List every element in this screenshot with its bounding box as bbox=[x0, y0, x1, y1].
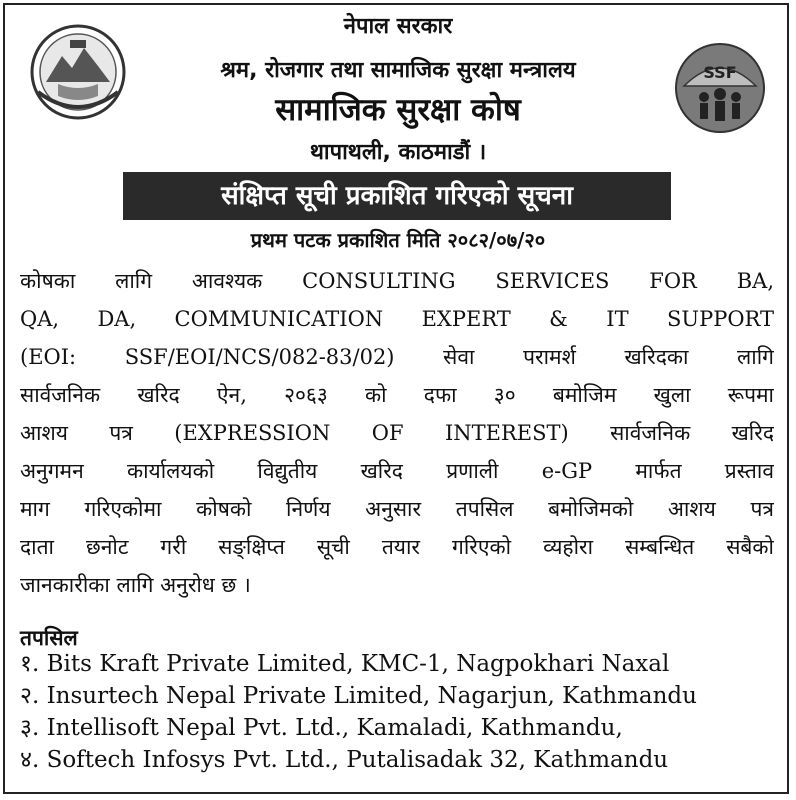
fund-name: सामाजिक सुरक्षा कोष bbox=[275, 92, 521, 128]
body-line: जानकारीका लागि अनुरोध छ । bbox=[20, 573, 251, 597]
notice-title: संक्षिप्त सूची प्रकाशित गरिएको सूचना bbox=[123, 172, 671, 220]
body-line: माग गरिएकोमा कोषको निर्णय अनुसार तपसिल बमोजिमको आशय पत्र bbox=[20, 497, 774, 521]
list-item: ३. Intellisoft Nepal Pvt. Ltd., Kamaladi, Kathmandu, bbox=[20, 715, 623, 741]
body-line: सार्वजनिक खरिद ऐन, २०६३ को दफा ३० बमोजिम खुला रूपमा bbox=[20, 383, 774, 407]
government-name: नेपाल सरकार bbox=[343, 14, 453, 39]
list-item: २. Insurtech Nepal Private Limited, Nagarjun, Kathmandu bbox=[20, 683, 697, 709]
list-item: १. Bits Kraft Private Limited, KMC-1, Nagpokhari Naxal bbox=[20, 651, 670, 677]
body-line: कोषका लागि आवश्यक CONSULTING SERVICES FOR BA, bbox=[20, 269, 774, 293]
shortlist bbox=[20, 648, 780, 776]
body-line: अनुगमन कार्यालयको विद्युतीय खरिद प्रणाली e-GP मार्फत प्रस्ताव bbox=[20, 459, 774, 483]
body-line: (EOI: SSF/EOI/NCS/082-83/02) सेवा परामर्श खरिदका लागि bbox=[20, 345, 774, 369]
body-line: QA, DA, COMMUNICATION EXPERT & IT SUPPORT bbox=[20, 307, 774, 331]
list-heading: तपसिल bbox=[20, 626, 78, 650]
publish-date: प्रथम पटक प्रकाशित मिति २०८२/०७/२० bbox=[250, 228, 546, 252]
ssf-logo-text: SSF bbox=[703, 63, 737, 82]
body-line: दाता छनोट गरी सङ्क्षिप्त सूची तयार गरिएको व्यहोरा सम्बन्धित सबैको bbox=[20, 535, 774, 559]
office-address: थापाथली, काठमाडौं । bbox=[309, 140, 487, 165]
body-line: आशय पत्र (EXPRESSION OF INTEREST) सार्वजनिक खरिद bbox=[20, 421, 774, 445]
ministry-name: श्रम, रोजगार तथा सामाजिक सुरक्षा मन्त्रालय bbox=[220, 58, 576, 83]
list-item: ४. Softech Infosys Pvt. Ltd., Putalisadak 32, Kathmandu bbox=[20, 747, 669, 773]
notice-body bbox=[20, 262, 774, 604]
